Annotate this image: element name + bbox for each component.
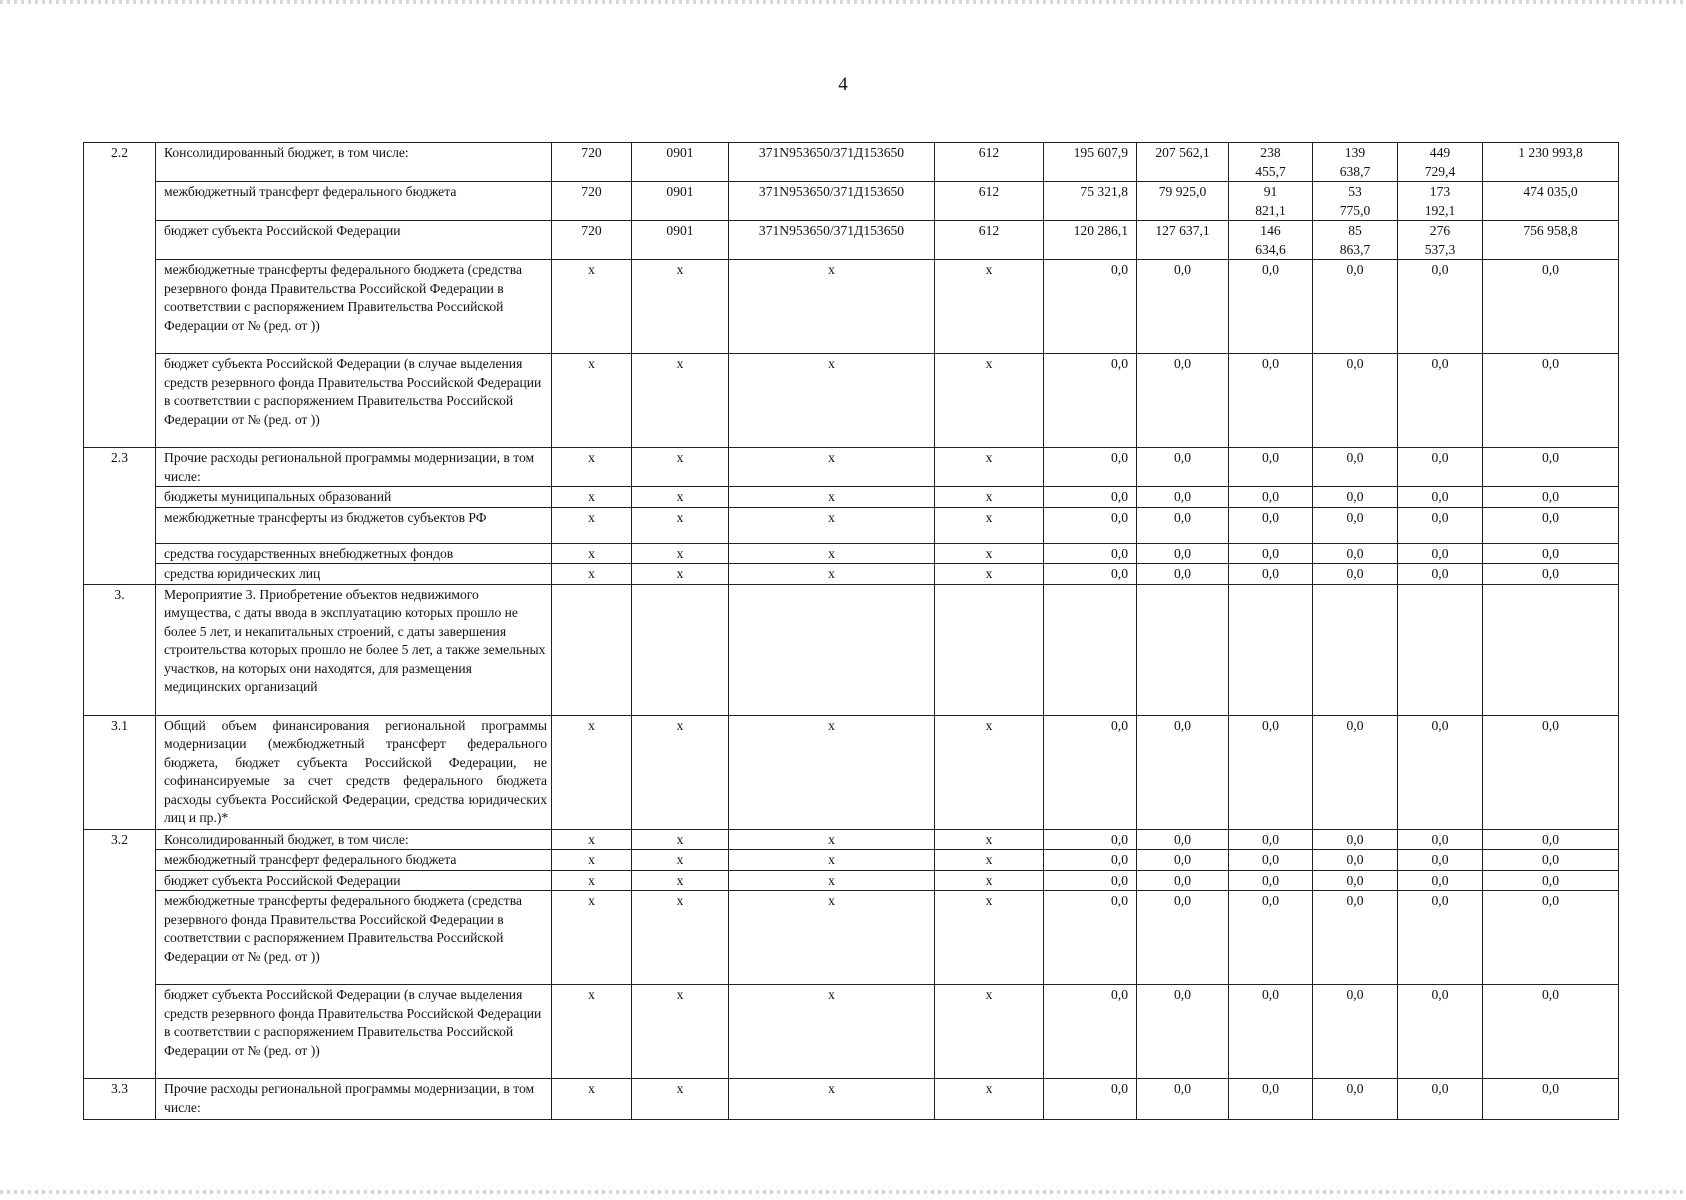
cell-v1: 0,0	[1044, 850, 1137, 871]
cell-c2: x	[632, 870, 729, 891]
cell-c3: x	[729, 891, 935, 985]
cell-c3: x	[729, 354, 935, 448]
cell-v2: 0,0	[1137, 715, 1229, 829]
cell-v4: 0,0	[1313, 891, 1398, 985]
table-row	[84, 584, 1619, 715]
cell-c2: x	[632, 260, 729, 354]
cell-v6: 0,0	[1483, 829, 1619, 850]
cell-c4: x	[935, 448, 1044, 487]
cell-v3: 0,0	[1229, 1079, 1313, 1120]
table-row	[84, 354, 1619, 448]
cell-v5: 0,0	[1398, 543, 1483, 564]
cell-v4: 53 775,0	[1313, 182, 1398, 221]
row-number-cell: 3.3	[84, 1079, 156, 1120]
cell-c2: x	[632, 850, 729, 871]
cell-v6: 756 958,8	[1483, 221, 1619, 260]
table-row	[84, 221, 1619, 260]
table-row	[84, 891, 1619, 985]
cell-v3: 0,0	[1229, 260, 1313, 354]
row-number-cell: 3.2	[84, 829, 156, 1079]
cell-v6: 0,0	[1483, 543, 1619, 564]
cell-c2: 0901	[632, 143, 729, 182]
cell-v2: 0,0	[1137, 829, 1229, 850]
cell-c3: x	[729, 448, 935, 487]
cell-v4: 0,0	[1313, 487, 1398, 508]
cell-v3: 0,0	[1229, 715, 1313, 829]
cell-c3: x	[729, 507, 935, 543]
cell-c2: x	[632, 564, 729, 585]
table-row	[84, 870, 1619, 891]
cell-v3	[1229, 584, 1313, 715]
cell-c1: x	[552, 1079, 632, 1120]
cell-v5: 0,0	[1398, 891, 1483, 985]
cell-v1: 0,0	[1044, 564, 1137, 585]
cell-v2: 207 562,1	[1137, 143, 1229, 182]
cell-v6: 0,0	[1483, 487, 1619, 508]
row-name-cell: бюджеты муниципальных образований	[156, 487, 552, 508]
row-name-cell: межбюджетные трансферты федерального бюджета (средства резервного фонда Правительства Российской Федерации в соответствии с распоряжением Правительства Российской Федерации от № (ред. от ))	[156, 891, 552, 985]
table-row	[84, 448, 1619, 487]
budget-table	[83, 142, 1619, 1120]
cell-c4: x	[935, 564, 1044, 585]
row-name-cell: Консолидированный бюджет, в том числе:	[156, 829, 552, 850]
cell-c3: 371N953650/371Д153650	[729, 221, 935, 260]
row-number-cell: 2.3	[84, 448, 156, 585]
cell-v3: 0,0	[1229, 543, 1313, 564]
cell-c4: x	[935, 507, 1044, 543]
cell-c2: 0901	[632, 182, 729, 221]
cell-c3: x	[729, 543, 935, 564]
row-name-cell: средства государственных внебюджетных фондов	[156, 543, 552, 564]
row-name-cell: бюджет субъекта Российской Федерации (в случае выделения средств резервного фонда Правительства Российской Федерации в соответствии с распоряжением Правительства Российской Федерации от № (ред. от ))	[156, 985, 552, 1079]
cell-v1	[1044, 584, 1137, 715]
cell-v6: 0,0	[1483, 891, 1619, 985]
table-row	[84, 564, 1619, 585]
cell-c2: x	[632, 354, 729, 448]
cell-v5: 0,0	[1398, 354, 1483, 448]
row-name-cell: бюджет субъекта Российской Федерации	[156, 870, 552, 891]
cell-v4: 85 863,7	[1313, 221, 1398, 260]
table-row	[84, 182, 1619, 221]
cell-v4: 0,0	[1313, 985, 1398, 1079]
cell-c4: x	[935, 715, 1044, 829]
table-row	[84, 260, 1619, 354]
cell-v2: 0,0	[1137, 870, 1229, 891]
cell-c3: x	[729, 870, 935, 891]
cell-v4: 0,0	[1313, 448, 1398, 487]
scan-edge-bottom	[0, 1190, 1686, 1194]
cell-c3: x	[729, 487, 935, 508]
cell-v5: 0,0	[1398, 1079, 1483, 1120]
cell-v4: 0,0	[1313, 543, 1398, 564]
table-row	[84, 829, 1619, 850]
cell-v4: 0,0	[1313, 870, 1398, 891]
cell-v6: 0,0	[1483, 354, 1619, 448]
row-name-cell: Прочие расходы региональной программы модернизации, в том числе:	[156, 448, 552, 487]
cell-c4: x	[935, 850, 1044, 871]
cell-v2: 127 637,1	[1137, 221, 1229, 260]
cell-c4: 612	[935, 182, 1044, 221]
cell-v5: 0,0	[1398, 260, 1483, 354]
cell-v1: 0,0	[1044, 870, 1137, 891]
cell-c4: x	[935, 1079, 1044, 1120]
cell-c2: x	[632, 507, 729, 543]
cell-v2: 0,0	[1137, 891, 1229, 985]
cell-v4: 0,0	[1313, 564, 1398, 585]
row-name-cell: межбюджетные трансферты из бюджетов субъектов РФ	[156, 507, 552, 543]
cell-c3: x	[729, 260, 935, 354]
cell-c4: 612	[935, 143, 1044, 182]
table-row	[84, 543, 1619, 564]
cell-c4: x	[935, 543, 1044, 564]
cell-v4: 0,0	[1313, 1079, 1398, 1120]
cell-v3: 0,0	[1229, 564, 1313, 585]
table-row	[84, 507, 1619, 543]
cell-v6: 0,0	[1483, 1079, 1619, 1120]
cell-v4	[1313, 584, 1398, 715]
cell-v2: 0,0	[1137, 507, 1229, 543]
cell-v5	[1398, 584, 1483, 715]
cell-v5: 0,0	[1398, 829, 1483, 850]
cell-c4	[935, 584, 1044, 715]
cell-v1: 0,0	[1044, 448, 1137, 487]
cell-v5: 0,0	[1398, 448, 1483, 487]
cell-c1: x	[552, 448, 632, 487]
cell-c1: x	[552, 829, 632, 850]
cell-c1: x	[552, 985, 632, 1079]
cell-v4: 0,0	[1313, 829, 1398, 850]
cell-v5: 0,0	[1398, 985, 1483, 1079]
cell-v1: 0,0	[1044, 829, 1137, 850]
cell-v5: 449 729,4	[1398, 143, 1483, 182]
cell-c2: x	[632, 891, 729, 985]
cell-v3: 0,0	[1229, 487, 1313, 508]
cell-c3: x	[729, 829, 935, 850]
cell-v5: 0,0	[1398, 850, 1483, 871]
cell-v2: 0,0	[1137, 985, 1229, 1079]
cell-v4: 139 638,7	[1313, 143, 1398, 182]
cell-c1	[552, 584, 632, 715]
cell-v3: 91 821,1	[1229, 182, 1313, 221]
cell-v4: 0,0	[1313, 507, 1398, 543]
cell-v6: 0,0	[1483, 850, 1619, 871]
cell-c3: x	[729, 564, 935, 585]
cell-v2: 0,0	[1137, 850, 1229, 871]
cell-c1: x	[552, 870, 632, 891]
cell-c4: x	[935, 870, 1044, 891]
cell-v6: 0,0	[1483, 448, 1619, 487]
cell-c4: x	[935, 985, 1044, 1079]
table-row	[84, 715, 1619, 829]
cell-v1: 120 286,1	[1044, 221, 1137, 260]
cell-c2: x	[632, 1079, 729, 1120]
cell-c3: 371N953650/371Д153650	[729, 143, 935, 182]
cell-c1: x	[552, 507, 632, 543]
cell-c2: x	[632, 829, 729, 850]
row-number-cell: 3.1	[84, 715, 156, 829]
cell-c4: x	[935, 487, 1044, 508]
cell-c4: x	[935, 354, 1044, 448]
cell-c1: x	[552, 564, 632, 585]
cell-c2	[632, 584, 729, 715]
row-name-cell: межбюджетный трансферт федерального бюджета	[156, 850, 552, 871]
cell-c4: 612	[935, 221, 1044, 260]
cell-v6: 0,0	[1483, 564, 1619, 585]
cell-v6: 474 035,0	[1483, 182, 1619, 221]
cell-v3: 0,0	[1229, 829, 1313, 850]
cell-v6	[1483, 584, 1619, 715]
cell-v2: 0,0	[1137, 543, 1229, 564]
cell-v5: 0,0	[1398, 487, 1483, 508]
cell-c1: 720	[552, 143, 632, 182]
cell-v3: 0,0	[1229, 850, 1313, 871]
cell-v3: 0,0	[1229, 354, 1313, 448]
cell-v6: 0,0	[1483, 507, 1619, 543]
cell-v4: 0,0	[1313, 715, 1398, 829]
cell-v3: 0,0	[1229, 507, 1313, 543]
cell-c4: x	[935, 829, 1044, 850]
cell-v1: 0,0	[1044, 507, 1137, 543]
cell-c1: x	[552, 354, 632, 448]
cell-c1: x	[552, 260, 632, 354]
cell-v3: 0,0	[1229, 891, 1313, 985]
cell-v1: 0,0	[1044, 543, 1137, 564]
table-row	[84, 1079, 1619, 1120]
cell-c3: 371N953650/371Д153650	[729, 182, 935, 221]
cell-c1: x	[552, 543, 632, 564]
cell-v1: 0,0	[1044, 715, 1137, 829]
cell-c1: 720	[552, 182, 632, 221]
scan-edge-top	[0, 0, 1686, 4]
cell-c3: x	[729, 715, 935, 829]
row-name-cell: Консолидированный бюджет, в том числе:	[156, 143, 552, 182]
cell-v2: 0,0	[1137, 448, 1229, 487]
cell-c4: x	[935, 891, 1044, 985]
cell-v6: 0,0	[1483, 260, 1619, 354]
cell-v1: 195 607,9	[1044, 143, 1137, 182]
cell-v2: 0,0	[1137, 260, 1229, 354]
table-body	[84, 143, 1619, 1120]
cell-v4: 0,0	[1313, 850, 1398, 871]
cell-v3: 0,0	[1229, 448, 1313, 487]
row-number-cell: 3.	[84, 584, 156, 715]
cell-c1: 720	[552, 221, 632, 260]
cell-v2	[1137, 584, 1229, 715]
cell-c2: x	[632, 715, 729, 829]
cell-v5: 0,0	[1398, 564, 1483, 585]
cell-v4: 0,0	[1313, 354, 1398, 448]
cell-v6: 0,0	[1483, 870, 1619, 891]
cell-v4: 0,0	[1313, 260, 1398, 354]
cell-v1: 75 321,8	[1044, 182, 1137, 221]
row-name-cell: средства юридических лиц	[156, 564, 552, 585]
cell-v1: 0,0	[1044, 891, 1137, 985]
cell-c1: x	[552, 891, 632, 985]
row-name-cell: Общий объем финансирования региональной программы модернизации (межбюджетный трансферт федерального бюджета, бюджет субъекта Российской Федерации, не софинансируемые за счет средств федерального бюджета расходы субъекта Российской Федерации, средства юридических лиц и пр.)*	[156, 715, 552, 829]
cell-c1: x	[552, 487, 632, 508]
row-name-cell: межбюджетный трансферт федерального бюджета	[156, 182, 552, 221]
row-name-cell: Мероприятие 3. Приобретение объектов недвижимого имущества, с даты ввода в эксплуатацию которых прошло не более 5 лет, и некапитальных строений, с даты завершения строительства которых прошло не более 5 лет, а также земельных участков, на которых они находятся, для размещения медицинских организаций	[156, 584, 552, 715]
cell-v5: 0,0	[1398, 870, 1483, 891]
cell-v3: 0,0	[1229, 985, 1313, 1079]
row-number-cell: 2.2	[84, 143, 156, 448]
row-name-cell: межбюджетные трансферты федерального бюджета (средства резервного фонда Правительства Российской Федерации в соответствии с распоряжением Правительства Российской Федерации от № (ред. от ))	[156, 260, 552, 354]
cell-c2: x	[632, 448, 729, 487]
page-number: 4	[838, 74, 848, 95]
row-name-cell: Прочие расходы региональной программы модернизации, в том числе:	[156, 1079, 552, 1120]
cell-v6: 0,0	[1483, 985, 1619, 1079]
cell-c1: x	[552, 850, 632, 871]
cell-v3: 238 455,7	[1229, 143, 1313, 182]
cell-v2: 0,0	[1137, 564, 1229, 585]
cell-c3: x	[729, 1079, 935, 1120]
cell-v1: 0,0	[1044, 1079, 1137, 1120]
cell-v5: 173 192,1	[1398, 182, 1483, 221]
row-name-cell: бюджет субъекта Российской Федерации (в случае выделения средств резервного фонда Правительства Российской Федерации в соответствии с распоряжением Правительства Российской Федерации от № (ред. от ))	[156, 354, 552, 448]
table-row	[84, 850, 1619, 871]
cell-v3: 146 634,6	[1229, 221, 1313, 260]
cell-v2: 0,0	[1137, 1079, 1229, 1120]
cell-v5: 276 537,3	[1398, 221, 1483, 260]
cell-v6: 1 230 993,8	[1483, 143, 1619, 182]
cell-c2: 0901	[632, 221, 729, 260]
cell-c4: x	[935, 260, 1044, 354]
row-name-cell: бюджет субъекта Российской Федерации	[156, 221, 552, 260]
cell-c2: x	[632, 487, 729, 508]
cell-v1: 0,0	[1044, 354, 1137, 448]
cell-c2: x	[632, 985, 729, 1079]
cell-v2: 0,0	[1137, 487, 1229, 508]
table-row	[84, 487, 1619, 508]
cell-c3: x	[729, 985, 935, 1079]
cell-v6: 0,0	[1483, 715, 1619, 829]
cell-v2: 0,0	[1137, 354, 1229, 448]
cell-v1: 0,0	[1044, 487, 1137, 508]
table-row	[84, 985, 1619, 1079]
cell-v5: 0,0	[1398, 507, 1483, 543]
cell-v5: 0,0	[1398, 715, 1483, 829]
cell-c3	[729, 584, 935, 715]
cell-v3: 0,0	[1229, 870, 1313, 891]
cell-c3: x	[729, 850, 935, 871]
cell-c1: x	[552, 715, 632, 829]
cell-v1: 0,0	[1044, 985, 1137, 1079]
table-row	[84, 143, 1619, 182]
cell-v1: 0,0	[1044, 260, 1137, 354]
cell-v2: 79 925,0	[1137, 182, 1229, 221]
cell-c2: x	[632, 543, 729, 564]
